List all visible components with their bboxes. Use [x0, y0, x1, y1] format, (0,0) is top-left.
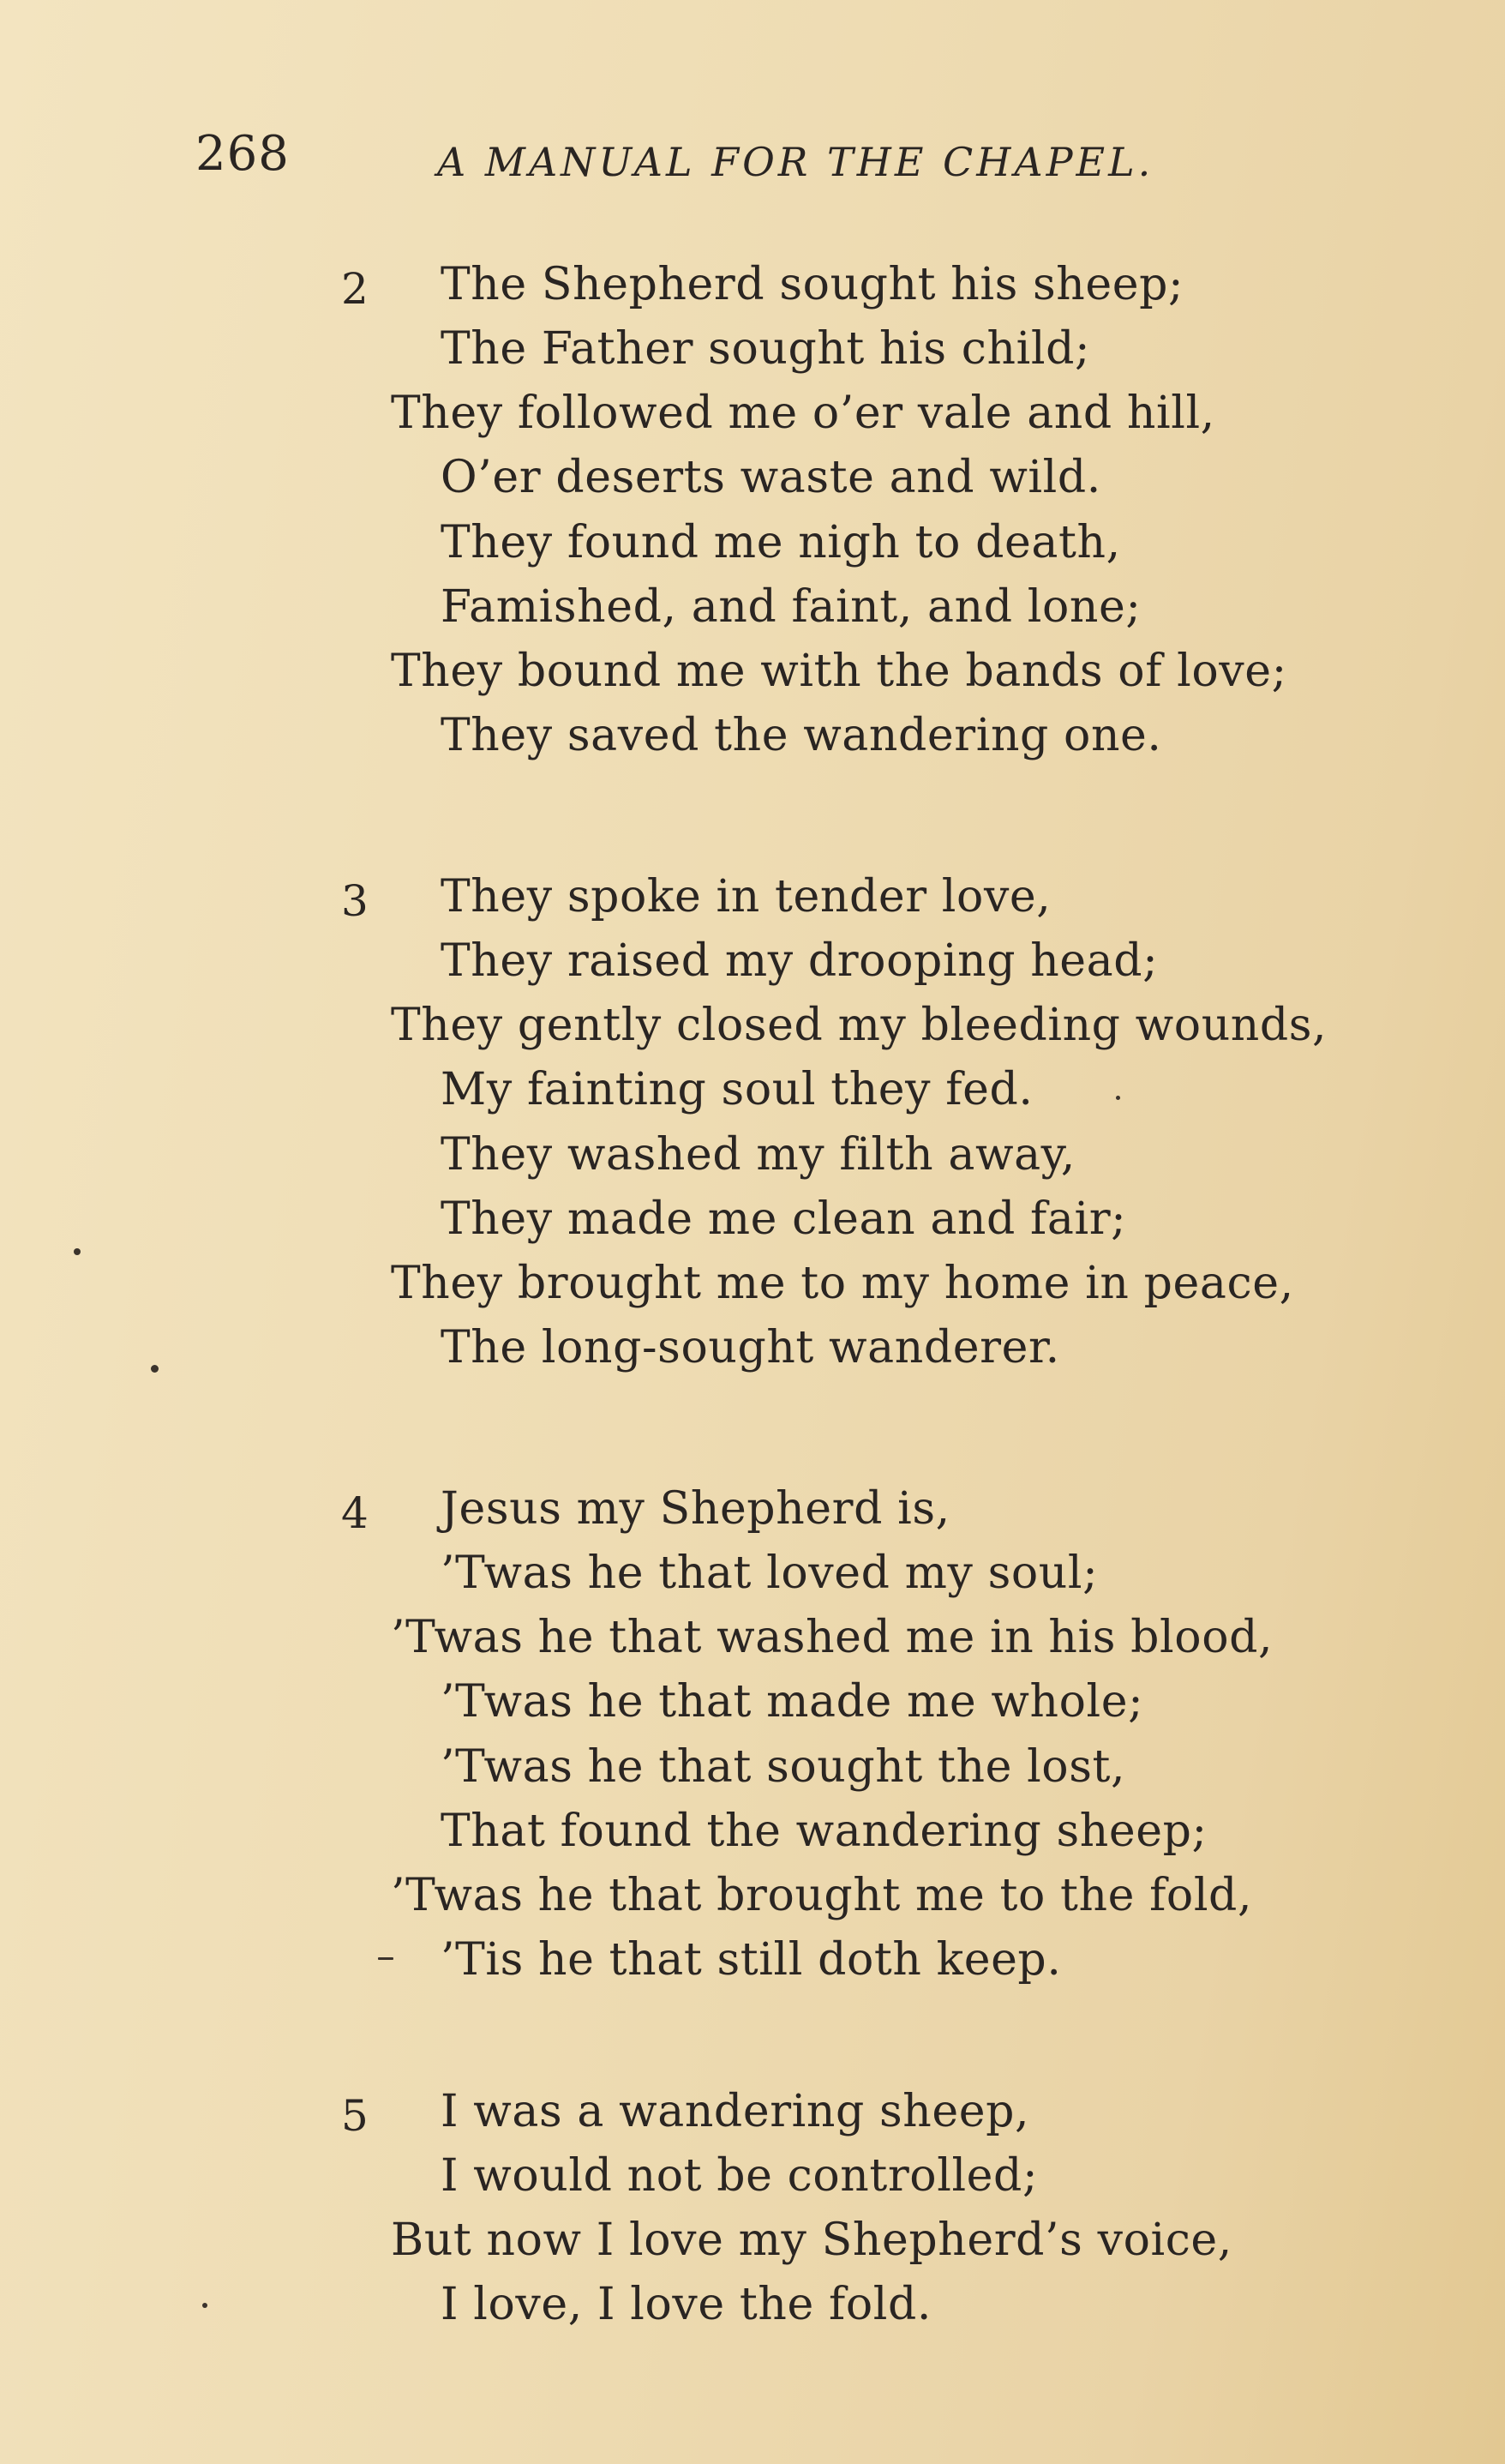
- verse-line: They followed me o’er vale and hill,: [391, 388, 1215, 439]
- verse-line: ’Twas he that sought the lost,: [441, 1741, 1126, 1793]
- verse-line: They raised my drooping head;: [441, 935, 1159, 987]
- verse-line: They washed my filth away,: [441, 1129, 1076, 1181]
- verse-line: They spoke in tender love,: [441, 871, 1052, 922]
- verse-line: ’Twas he that loved my soul;: [441, 1548, 1099, 1599]
- running-head: A MANUAL FOR THE CHAPEL.: [437, 139, 1154, 185]
- stanza-number: 5: [341, 2091, 369, 2141]
- verse-line: I would not be controlled;: [441, 2150, 1039, 2202]
- verse-line: The long-sought wanderer.: [441, 1322, 1060, 1373]
- verse-line: They gently closed my bleeding wounds,: [391, 1000, 1328, 1051]
- verse-line: I was a wandering sheep,: [441, 2086, 1030, 2137]
- verse-line: They bound me with the bands of love;: [391, 646, 1287, 697]
- print-speck: [151, 1365, 159, 1373]
- verse-line: They found me nigh to death,: [441, 517, 1121, 568]
- verse-line: ’Twas he that made me whole;: [441, 1676, 1144, 1728]
- verse-line: ’Twas he that brought me to the fold,: [391, 1870, 1253, 1921]
- print-speck: [74, 1248, 81, 1255]
- stanza-number: 3: [341, 876, 369, 926]
- verse-line: Jesus my Shepherd is,: [441, 1483, 950, 1535]
- verse-line: ’Twas he that washed me in his blood,: [391, 1612, 1274, 1663]
- print-speck: [202, 2303, 207, 2308]
- page-number: 268: [195, 126, 290, 182]
- stanza-number: 2: [341, 264, 369, 314]
- stanza-number: 4: [341, 1488, 369, 1538]
- print-speck: [378, 1957, 393, 1960]
- verse-line: But now I love my Shepherd’s voice,: [391, 2215, 1232, 2266]
- verse-line: ’Tis he that still doth keep.: [441, 1934, 1062, 1986]
- verse-line: That found the wandering sheep;: [441, 1806, 1208, 1857]
- verse-line: They saved the wandering one.: [441, 710, 1162, 761]
- verse-line: They made me clean and fair;: [441, 1193, 1127, 1245]
- verse-line: O’er deserts waste and wild.: [441, 452, 1101, 503]
- print-speck: [1116, 1096, 1120, 1100]
- verse-line: The Shepherd sought his sheep;: [441, 259, 1184, 310]
- verse-line: The Father sought his child;: [441, 323, 1091, 375]
- verse-line: They brought me to my home in peace,: [391, 1258, 1294, 1309]
- verse-line: My fainting soul they fed.: [441, 1064, 1034, 1115]
- verse-line: Famished, and faint, and lone;: [441, 581, 1142, 633]
- verse-line: I love, I love the fold.: [441, 2279, 932, 2330]
